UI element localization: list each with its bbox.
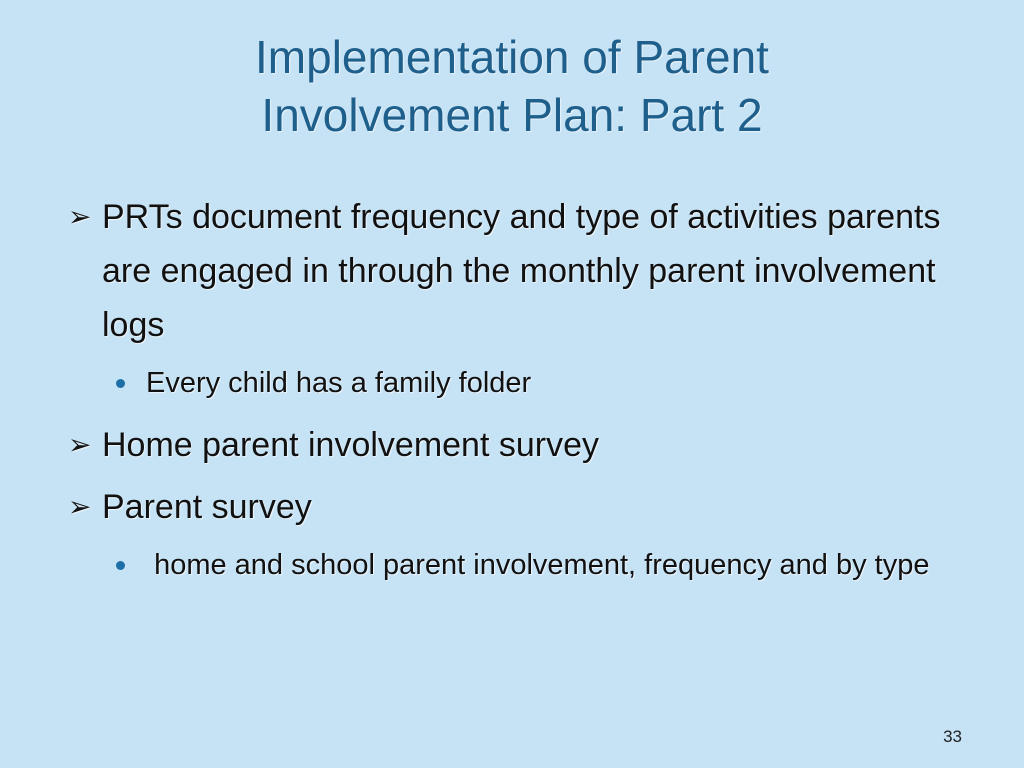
sub-bullet-text: Every child has a family folder: [146, 367, 532, 399]
title-line-1: Implementation of Parent: [255, 31, 769, 83]
round-dot-bullet-icon: [116, 561, 125, 570]
sub-bullet-item: [62, 542, 962, 588]
arrowhead-bullet-icon: ➢: [68, 201, 92, 232]
bullet-text: PRTs document frequency and type of activities parents are engaged in through the monthly parent involvement logs: [102, 198, 941, 344]
sub-bullet-text: home and school parent involvement, frequency and by type: [146, 549, 930, 581]
bullet-item: [62, 480, 962, 534]
bullet-item: [62, 418, 962, 472]
round-dot-bullet-icon: [116, 379, 125, 388]
sub-bullet-item: [62, 360, 962, 406]
bullet-text: Home parent involvement survey: [102, 426, 600, 464]
slide-body: [62, 190, 962, 600]
arrowhead-bullet-icon: ➢: [68, 491, 92, 522]
bullet-text: Parent survey: [102, 488, 312, 526]
slide-title: [100, 28, 924, 144]
title-line-2: Involvement Plan: Part 2: [261, 89, 763, 141]
page-number: 33: [943, 727, 962, 746]
bullet-item: [62, 190, 962, 352]
arrowhead-bullet-icon: ➢: [68, 429, 92, 460]
